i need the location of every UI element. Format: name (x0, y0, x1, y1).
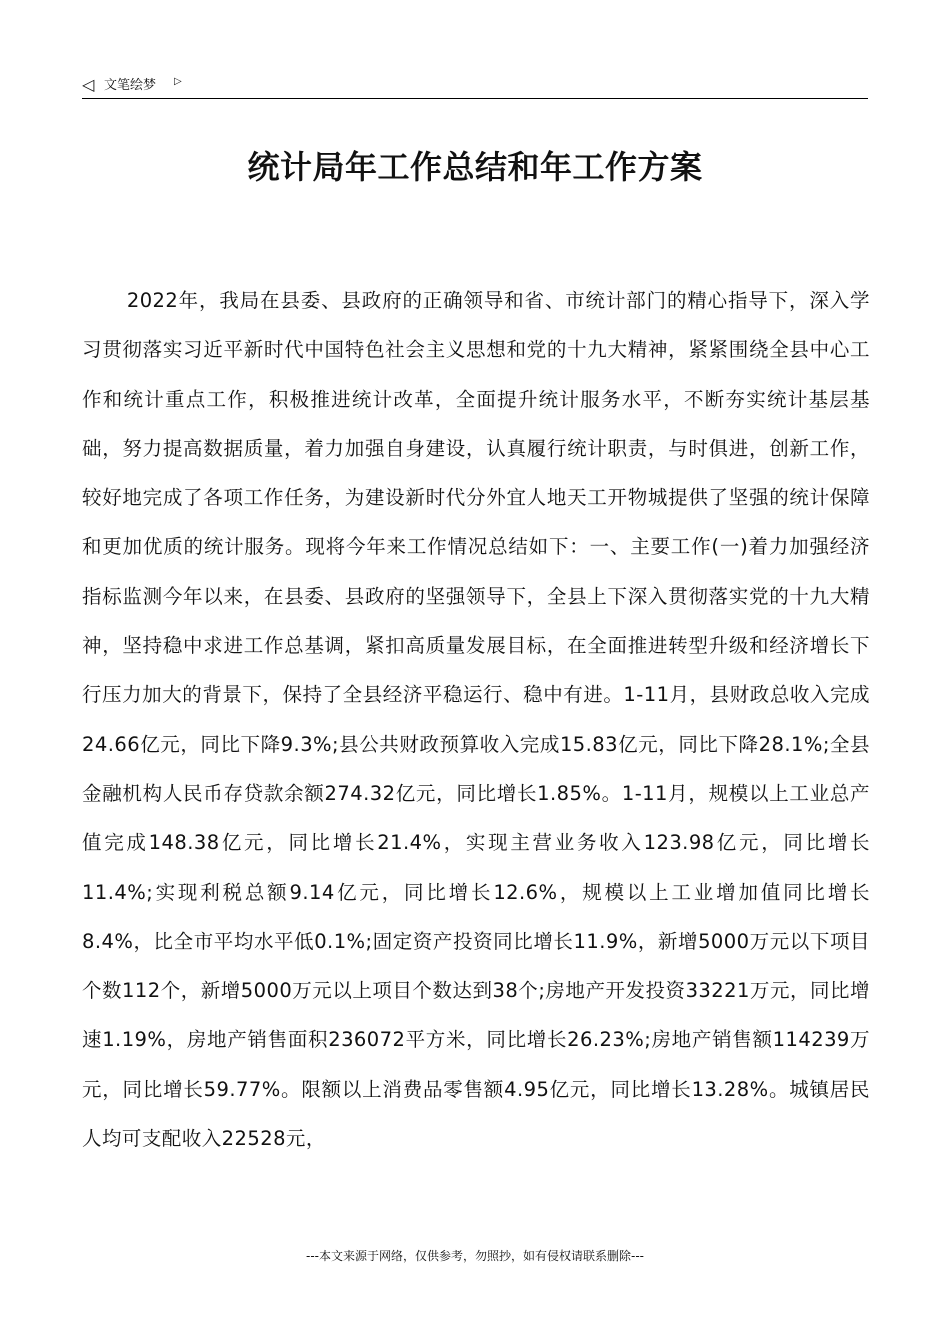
page-header (82, 74, 868, 99)
document-title: 统计局年工作总结和年工作方案 (247, 148, 703, 186)
right-triangle-icon: ▷ (174, 76, 182, 87)
document-body: 2022年，我局在县委、县政府的正确领导和省、市统计部门的精心指导下，深入学习贯彻落实习近平新时代中国特色社会主义思想和党的十九大精神，紧紧围绕全县中心工作和统计重点工作，积极推进统计改革，全面提升统计服务水平，不断夯实统计基层基础，努力提高数据质量，着力加强自身建设，认真履行统计职责，与时俱进，创新工作，较好地完成了各项工作任务，为建设新时代分外宜人地天工开物城提供了坚强的统计保障和更加优质的统计服务。现将今年来工作情况总结如下：一、主要工作(一)着力加强经济指标监测今年以来，在县委、县政府的坚强领导下，全县上下深入贯彻落实党的十九大精神，坚持稳中求进工作总基调，紧扣高质量发展目标，在全面推进转型升级和经济增长下行压力加大的背景下，保持了全县经济平稳运行、稳中有进。1-11月，县财政总收入完成24.66亿元，同比下降9.3%;县公共财政预算收入完成15.83亿元，同比下降28.1%;全县金融机构人民币存贷款余额274.32亿元，同比增长1.85%。1-11月，规模以上工业总产值完成148.38亿元，同比增长21.4%，实现主营业务收入123.98亿元，同比增长11.4%;实现利税总额9.14亿元，同比增长12.6%，规模以上工业增加值同比增长8.4%，比全市平均水平低0.1%;固定资产投资同比增长11.9%，新增5000万元以下项目个数112个，新增5000万元以上项目个数达到38个;房地产开发投资33221万元，同比增速1.19%，房地产销售面积236072平方米，同比增长26.23%;房地产销售额114239万元，同比增长59.77%。限额以上消费品零售额4.95亿元，同比增长13.28%。城镇居民人均可支配收入22528元， (82, 289, 870, 1151)
left-triangle-icon: ◁ (82, 75, 95, 94)
footer-notice: ---本文来源于网络，仅供参考，勿照抄，如有侵权请联系删除--- (306, 1249, 644, 1263)
header-brand: 文笔绘梦 (104, 78, 157, 93)
